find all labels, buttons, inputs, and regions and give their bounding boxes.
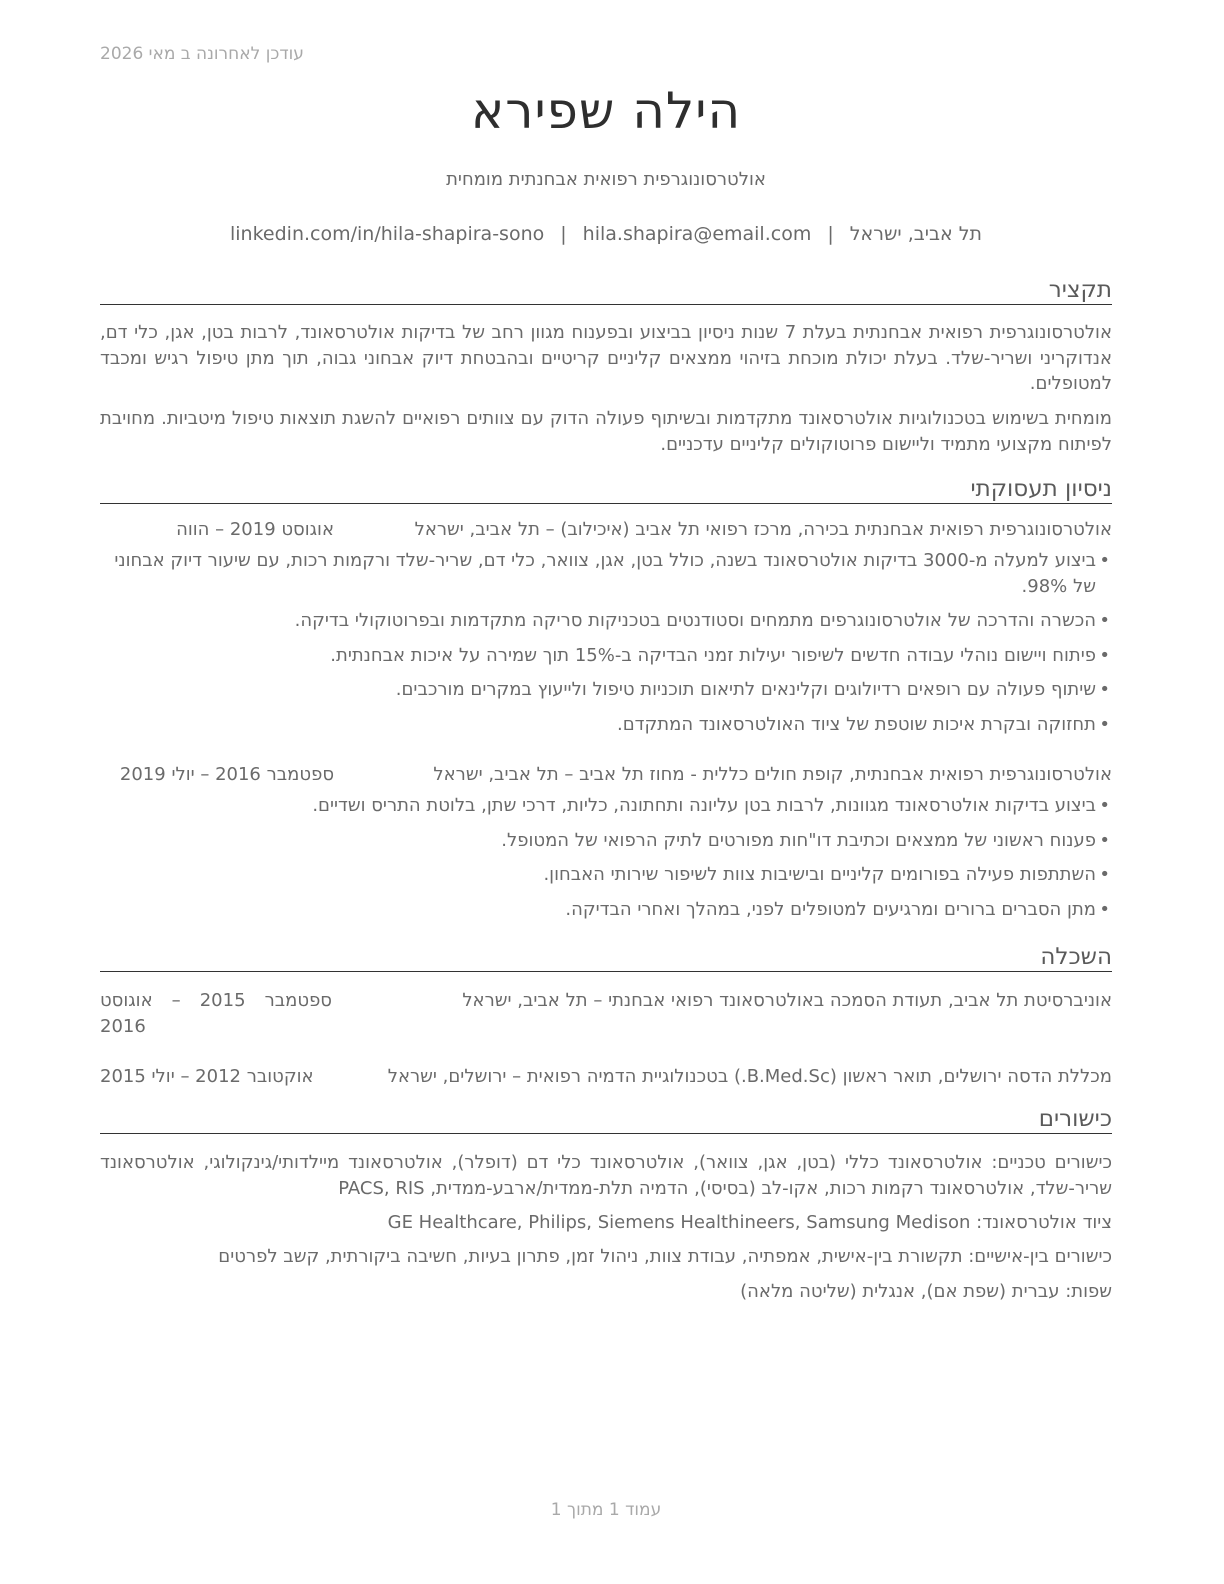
education-title: אוניברסיטת תל אביב, תעודת הסמכה באולטרסאונד רפואי אבחנתי – תל אביב, ישראל	[462, 990, 1112, 1011]
skills-interpersonal: כישורים בין-אישיים: תקשורת בין-אישית, אמפתיה, עבודת צוות, ניהול זמן, פתרון בעיות, חשיבה ביקורתית, קשב לפרטים	[218, 1246, 1112, 1267]
experience-heading: ניסיון תעסוקתי	[100, 475, 1112, 504]
bullet-icon: •	[1099, 713, 1110, 735]
bullet-icon: •	[1099, 679, 1110, 700]
job-bullet: • פיתוח ויישום נוהלי עבודה חדשים לשיפור יעילות זמני הבדיקה ב-15% תוך שמירה על איכות אבחנתית.	[100, 643, 1112, 669]
job-title: אולטרסונוגרפית רפואית אבחנתית, קופת חולים כללית - מחוז תל אביב – תל אביב, ישראל	[433, 764, 1112, 785]
job-title: אולטרסונוגרפית רפואית אבחנתית בכירה, מרכז רפואי תל אביב (איכילוב) – תל אביב, ישראל	[414, 519, 1112, 540]
skills-technical: כישורים טכניים: אולטרסאונד כללי (בטן, אגן, צוואר), אולטרסאונד כלי דם (דופלר), אולטרסאונד מיילדותי/גינקולוגי, אולטרסאונד שריר-שלד, אולטרסאונד רקמות רכות, אקו-לב (בסיסי), הדמיה תלת-ממדית/ארבע-ממדית, PACS, RIS	[100, 1152, 1112, 1199]
job-dates: ספטמבר 2016 – יולי 2019	[119, 764, 334, 785]
contact-location: תל אביב, ישראל	[849, 223, 983, 245]
bullet-icon: •	[1099, 550, 1110, 571]
contact-separator: |	[827, 223, 834, 245]
education-title: מכללת הדסה ירושלים, תואר ראשון (B.Med.Sc.) בטכנולוגיית הדמיה רפואית – ירושלים, ישראל	[387, 1066, 1112, 1087]
job-bullet: • הכשרה והדרכה של אולטרסונוגרפים מתמחים וסטודנטים בטכניקות סריקה מתקדמות ובפרוטוקולי בדיקה.	[100, 608, 1112, 634]
bullet-icon: •	[1099, 898, 1110, 920]
skills-heading: כישורים	[100, 1105, 1112, 1134]
bullet-icon: •	[1099, 610, 1110, 631]
contact-separator: |	[560, 223, 567, 245]
job-bullet: • פענוח ראשוני של ממצאים וכתיבת דו"חות מפורטים לתיק הרפואי של המטופל.	[100, 828, 1112, 854]
skills-equipment: ציוד אולטרסאונד: GE Healthcare, Philips, Siemens Healthineers, Samsung Medison	[387, 1212, 1112, 1233]
summary-paragraph: אולטרסונוגרפית רפואית אבחנתית בעלת 7 שנות ניסיון בביצוע ובפענוח מגוון רחב של בדיקות אולטרסאונד, לרבות בטן, אגן, כלי דם, אנדוקריני ושריר-שלד. בעלת יכולת מוכחת בזיהוי ממצאים קליניים קריטיים ובהבטחת דיוק אבחוני גבוה, תוך מתן טיפול רגיש ומכבד למטופלים.	[100, 322, 1112, 394]
job-bullet: • השתתפות פעילה בפורומים קליניים ובישיבות צוות לשיפור שירותי האבחון.	[100, 862, 1112, 888]
resume-page	[100, 0, 1112, 1584]
contact-email[interactable]: hila.shapira@email.com	[582, 223, 812, 245]
bullet-icon: •	[1099, 829, 1110, 851]
job-bullet: • מתן הסברים ברורים ומרגיעים למטופלים לפני, במהלך ואחרי הבדיקה.	[100, 897, 1112, 923]
job-bullet: • שיתוף פעולה עם רופאים רדיולוגים וקלינאים לתיאום תוכניות טיפול ולייעוץ במקרים מורכבים.	[100, 677, 1112, 703]
job-bullet: • תחזוקה ובקרת איכות שוטפת של ציוד האולטרסאונד המתקדם.	[100, 712, 1112, 738]
job-bullets	[100, 793, 1112, 922]
page-number: עמוד 1 מתוך 1	[550, 1500, 662, 1520]
bullet-icon: •	[1099, 795, 1110, 816]
education-heading: השכלה	[100, 943, 1112, 972]
summary-heading: תקציר	[100, 276, 1112, 305]
job-bullet: • ביצוע למעלה מ-3000 בדיקות אולטרסאונד בשנה, כולל בטן, אגן, צוואר, כלי דם, שריר-שלד ורקמות רכות, עם שיעור דיוק אבחוני של 98%.	[114, 550, 1110, 597]
education-dates: אוקטובר 2012 – יולי 2015	[100, 1066, 314, 1087]
candidate-name: הילה שפירא	[470, 82, 742, 140]
contact-linkedin[interactable]: linkedin.com/in/hila-shapira-sono	[229, 223, 545, 245]
contact-line	[100, 223, 1112, 245]
job-bullet: • ביצוע בדיקות אולטרסאונד מגוונות, לרבות בטן עליונה ותחתונה, כליות, דרכי שתן, בלוטת התריס ושדיים.	[100, 793, 1112, 819]
summary-paragraph: מומחית בשימוש בטכנולוגיות אולטרסאונד מתקדמות ובשיתוף פעולה הדוק עם צוותים רפואיים להשגת תוצאות טיפול מיטביות. מחויבת לפיתוח מקצועי מתמיד וליישום פרוטוקולים קליניים עדכניים.	[100, 408, 1112, 455]
education-dates: ספטמבר 2015 – אוגוסט 2016	[100, 990, 332, 1037]
skills-languages: שפות: עברית (שפת אם), אנגלית (שליטה מלאה)	[740, 1281, 1112, 1302]
bullet-icon: •	[1099, 644, 1110, 666]
last-updated: עודכן לאחרונה ב מאי 2026	[100, 44, 304, 64]
bullet-icon: •	[1099, 864, 1110, 885]
candidate-subtitle: אולטרסונוגרפית רפואית אבחנתית מומחית	[446, 169, 766, 190]
job-dates: אוגוסט 2019 – הווה	[176, 519, 334, 540]
job-bullets	[100, 548, 1112, 737]
